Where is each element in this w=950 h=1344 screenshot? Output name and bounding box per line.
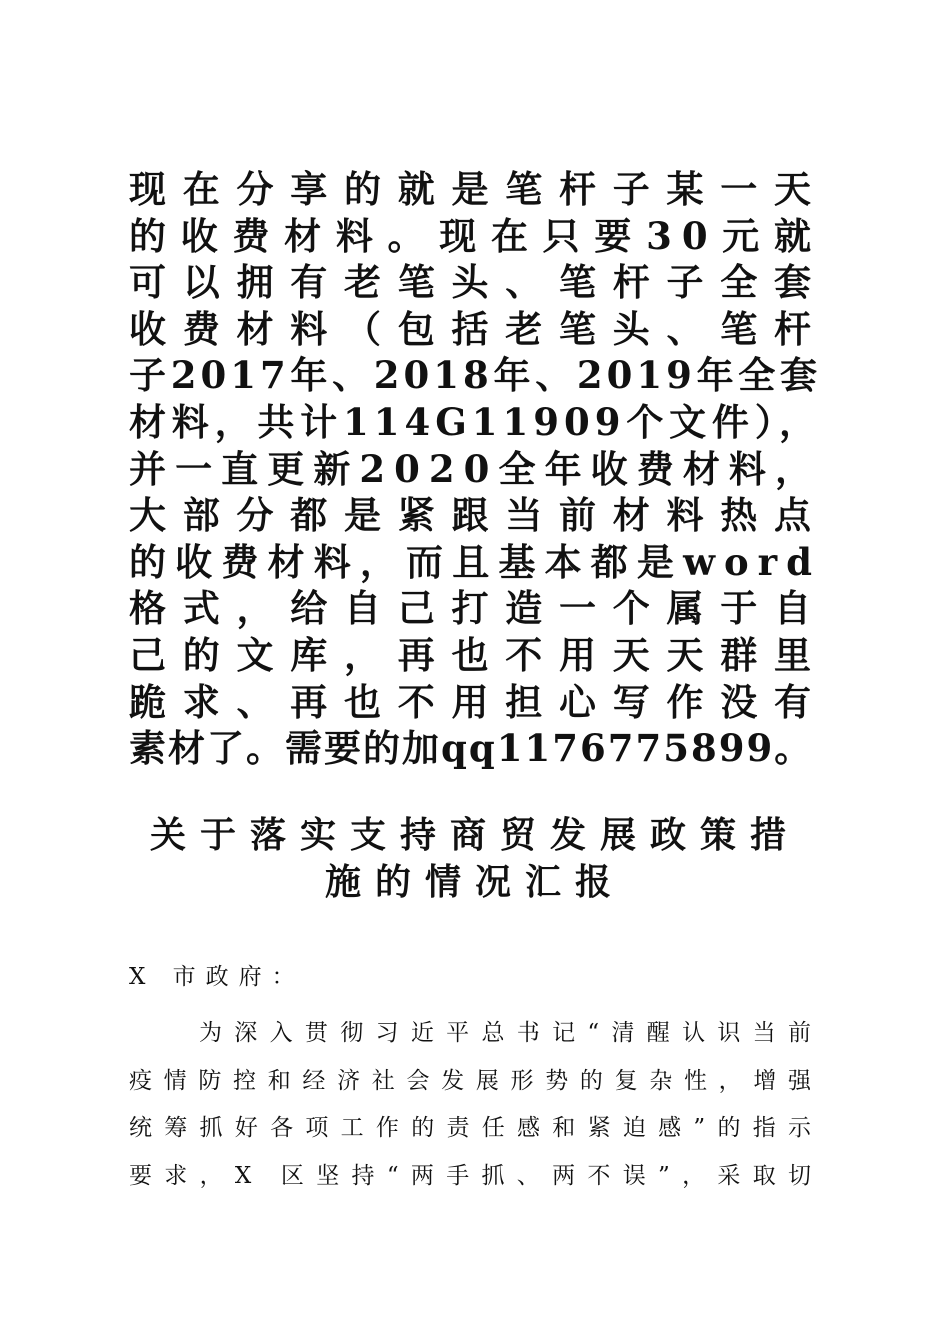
body-line: 为深入贯彻习近平总书记“清醒认识当前 xyxy=(199,1020,821,1046)
salutation: X 市政府： xyxy=(129,964,305,990)
promo-line: 子2017年、2018年、2019年全套 xyxy=(129,353,821,398)
promo-line: 素材了。需要的加qq1176775899。 xyxy=(129,726,814,771)
promo-line: 大部分都是紧跟当前材料热点 xyxy=(129,493,821,538)
promo-line: 现在分享的就是笔杆子某一天 xyxy=(129,167,821,211)
body-paragraph xyxy=(129,1010,821,1200)
promo-line: 材料，共计114G11909个文件）， xyxy=(129,399,821,444)
promo-line: 己的文库，再也不用天天群里 xyxy=(129,632,821,677)
body-line: 统筹抓好各项工作的责任感和紧迫感”的指示 xyxy=(129,1115,821,1141)
title-line-1: 关于落实支持商贸发展政策措 xyxy=(149,814,800,856)
promo-line: 跪求、再也不用担心写作没有 xyxy=(129,679,821,724)
promo-line: 可以拥有老笔头、笔杆子全套 xyxy=(129,260,821,305)
promo-line: 格式，给自己打造一个属于自 xyxy=(129,586,821,631)
promo-line: 的收费材料，而且基本都是word xyxy=(129,539,821,584)
promo-paragraph xyxy=(129,166,821,772)
promo-line: 收费材料（包括老笔头、笔杆 xyxy=(129,306,821,351)
document-title xyxy=(100,812,850,906)
promo-line: 的收费材料。现在只要30元就 xyxy=(129,213,821,258)
body-line: 疫情防控和经济社会发展形势的复杂性，增强 xyxy=(129,1067,821,1094)
title-line-2: 施的情况汇报 xyxy=(324,861,625,903)
promo-line: 并一直更新2020全年收费材料， xyxy=(129,446,821,491)
body-line: 要求，X 区坚持“两手抓、两不误”，采取切 xyxy=(129,1162,821,1189)
